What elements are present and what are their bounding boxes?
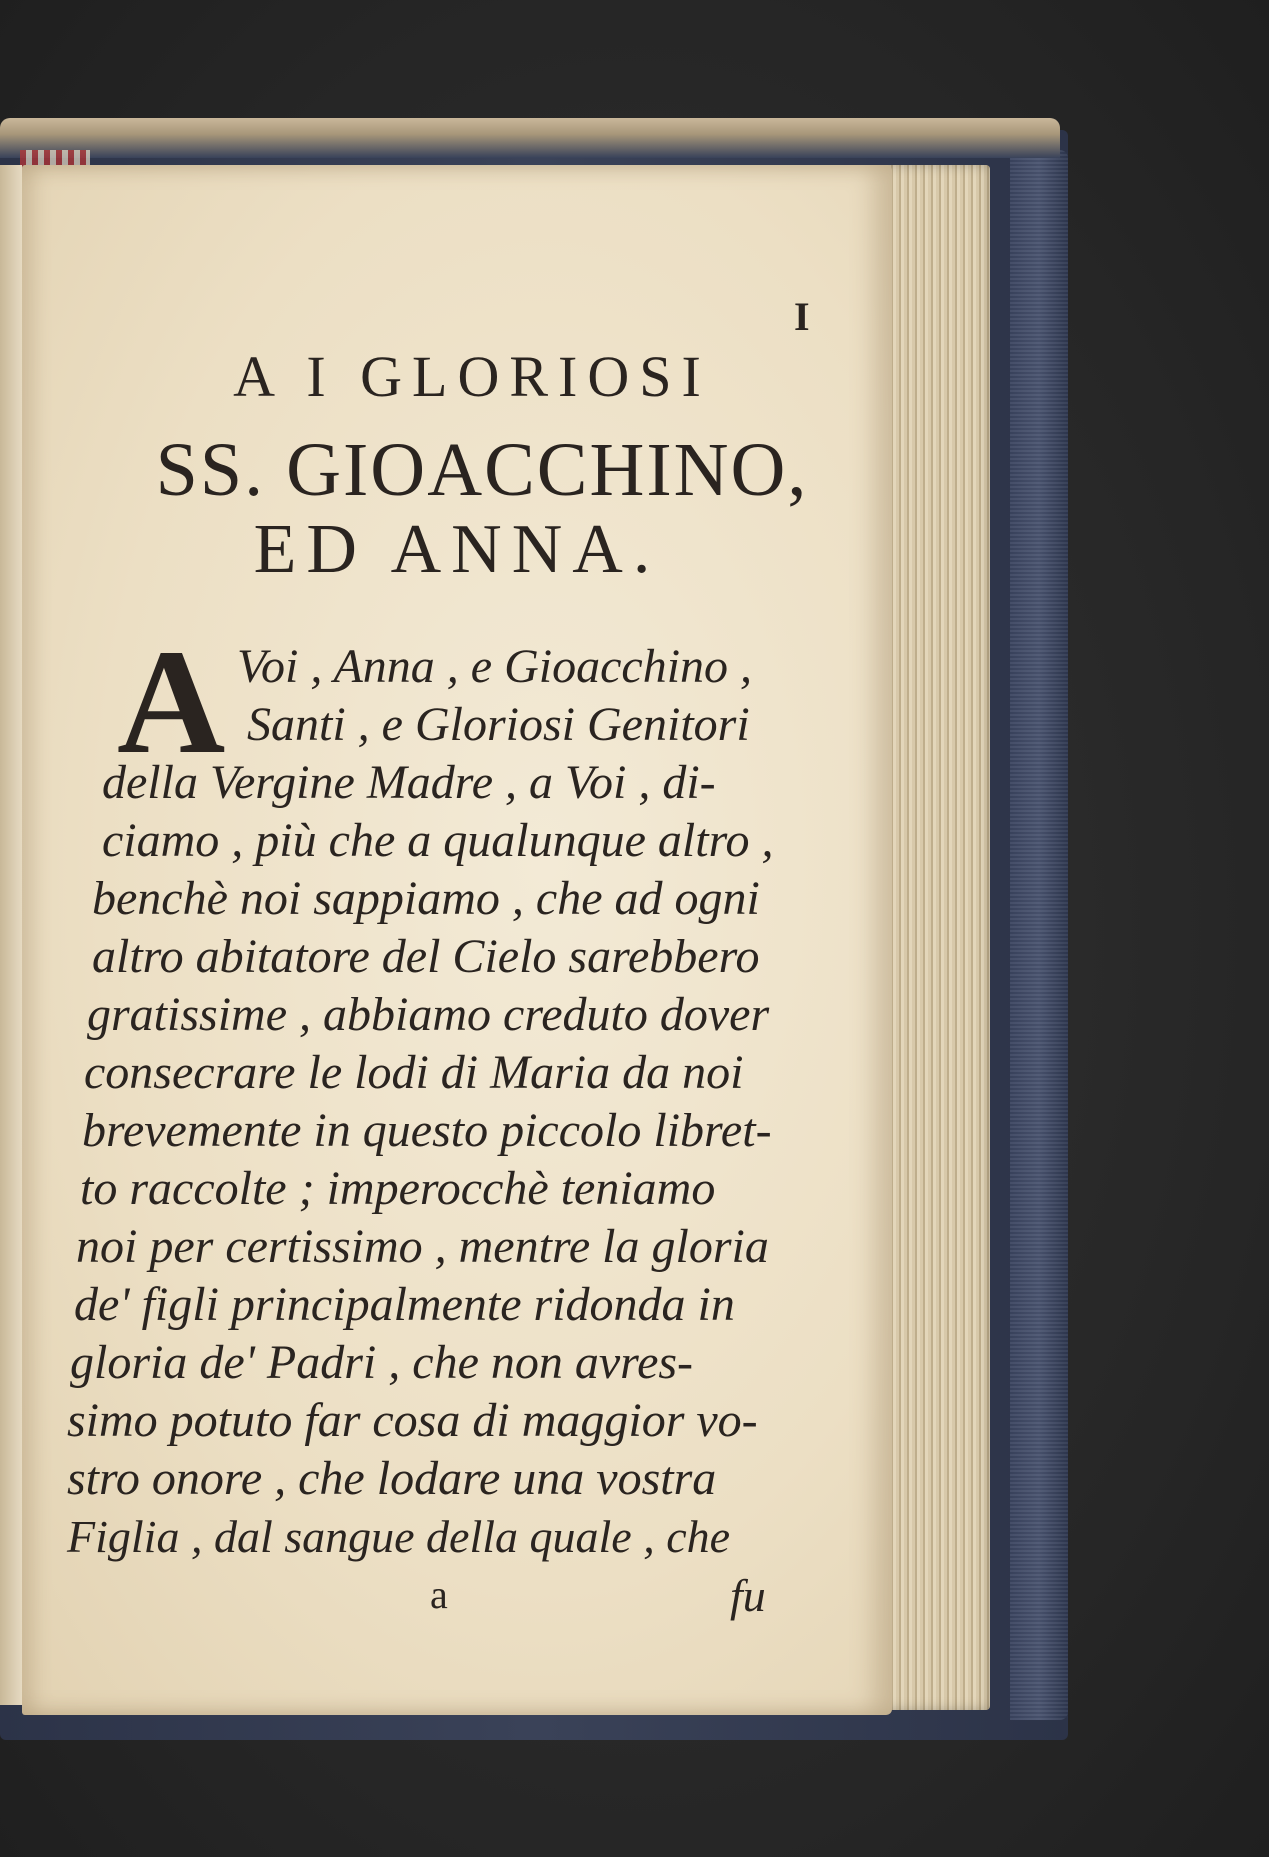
book-spine-top: [0, 118, 1060, 158]
body-line: consecrare le lodi di Maria da noi: [84, 1046, 744, 1099]
drop-cap: A: [117, 619, 226, 785]
page-text: [22, 165, 892, 1715]
body-line: Santi , e Gloriosi Genitori: [247, 698, 750, 751]
signature-mark: a: [430, 1572, 448, 1617]
body-line: gratissime , abbiamo creduto dover: [87, 988, 770, 1041]
title-line-2: SS. GIOACCHINO,: [155, 428, 809, 512]
body-line: gloria de' Padri , che non avres-: [70, 1336, 694, 1389]
body-line: stro onore , che lodare una vostra: [67, 1452, 717, 1505]
page-number: I: [794, 294, 810, 339]
body-line: to raccolte ; imperocchè teniamo: [80, 1162, 716, 1215]
body-line: altro abitatore del Cielo sarebbero: [92, 930, 760, 983]
page-edges: [880, 165, 990, 1710]
body-line: noi per certissimo , mentre la gloria: [76, 1220, 769, 1273]
body-line: brevemente in questo piccolo libret-: [82, 1104, 772, 1157]
body-line: Figlia , dal sangue della quale , che: [67, 1511, 731, 1562]
body-line: simo potuto far cosa di maggior vo-: [67, 1394, 758, 1447]
body-line: benchè noi sappiamo , che ad ogni: [92, 872, 760, 925]
body-line: Voi , Anna , e Gioacchino ,: [237, 640, 753, 693]
title-line-1: A I GLORIOSI: [233, 344, 711, 409]
left-page-edge: [0, 165, 22, 1705]
title-line-3: ED ANNA.: [253, 511, 661, 588]
catchword: fu: [730, 1570, 766, 1621]
body-line: della Vergine Madre , a Voi , di-: [102, 756, 716, 809]
body-line: de' figli principalmente ridonda in: [74, 1278, 735, 1331]
body-line: ciamo , più che a qualunque altro ,: [102, 814, 774, 867]
book-page: [22, 165, 892, 1715]
book-cover-edge: [1010, 150, 1068, 1720]
